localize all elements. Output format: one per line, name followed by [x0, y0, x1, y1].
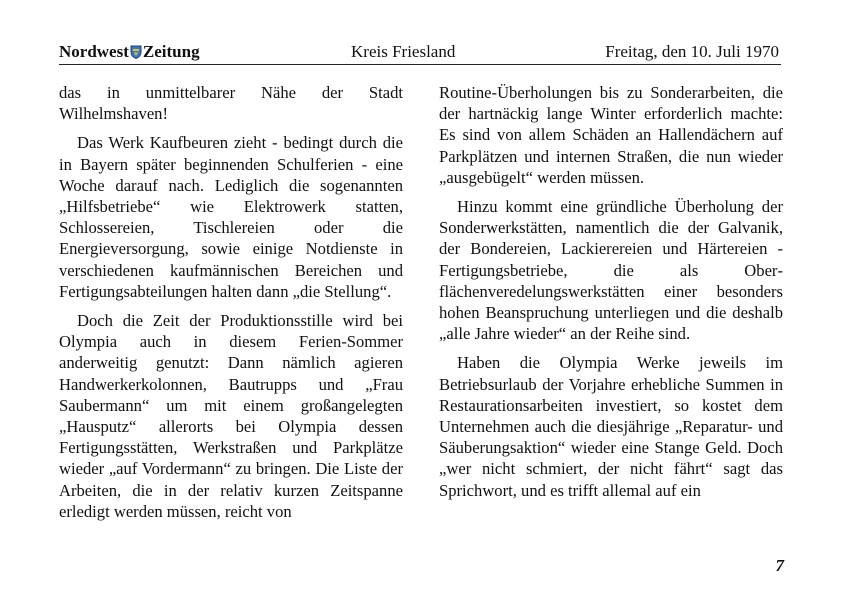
page-number: 7 — [775, 556, 784, 575]
paragraph: Hinzu kommt eine gründliche Überholung der Sonderwerkstätten, namentlich die der Galvanik, der Bondereien, Lackierereien und Härtereien - Fertigungsbetriebe, die als Oberflächenveredelungswerkstätten einer besonders hohen Beanspruchung unterliegen und die deshalb „alle Jahre wieder“ an der Reihe sind. — [439, 197, 783, 344]
paragraph: das in unmittelbarer Nähe der Stadt Wilhelmshaven! — [59, 83, 403, 124]
logo-text-nordwest: Nordwest — [59, 42, 129, 61]
coat-of-arms-icon — [130, 44, 142, 58]
newspaper-logo — [59, 42, 200, 62]
paragraph: Routine-Überholungen bis zu Sonderarbeiten, die der hartnäckig lange Winter erforderlich machte: Es sind von allem Schäden an Hallendächern auf Parkplätzen und internen Straßen, die nun wieder „ausgebügelt“ werden müssen. — [439, 83, 783, 187]
left-column — [59, 82, 403, 530]
logo-text-zeitung: Zeitung — [142, 42, 200, 61]
header-date: Freitag, den 10. Juli 1970 — [605, 42, 779, 61]
paragraph: Das Werk Kaufbeuren zieht - bedingt durch die in Bayern später beginnenden Schulferien - eine Woche darauf nach. Lediglich die sogenannten „Hilfsbetriebe“ wie Elektrowerk statten, Schlossereien, Tischlereien oder die Energieversorgung, sowie einige Notdienste in verschiedenen kaufmännischen Bereichen und Fertigungsabteilungen halten dann „die Stellung“. — [59, 133, 403, 301]
page-header — [59, 42, 781, 65]
paragraph: Haben die Olympia Werke jeweils im Betriebsurlaub der Vorjahre erhebliche Summen in Restaurationsarbeiten investiert, so kostet dem Unternehmen auch die diesjährige „Reparatur- und Säuberungsaktion“ wieder eine Stange Geld. Doch „wer nicht schmiert, der nicht fährt“ sagt das Sprichwort, und es trifft allemal auf ein — [439, 353, 783, 500]
paragraph: Doch die Zeit der Produktionsstille wird bei Olympia auch in diesem Ferien-Sommer anderweitig genutzt: Dann nämlich agieren Handwerkerkolonnen, Bautrupps und „Frau Saubermann“ um mit einem großangelegten „Hausputz“ allerorts bei Olympia dessen Fertigungsstätten, Werkstraßen und Parkplätze wieder „auf Vordermann“ zu bringen. Die Liste der Arbeiten, die in der relativ kurzen Zeitspanne erledigt werden müssen, reicht von — [59, 311, 403, 521]
right-column — [439, 82, 783, 509]
header-region: Kreis Friesland — [351, 42, 456, 61]
